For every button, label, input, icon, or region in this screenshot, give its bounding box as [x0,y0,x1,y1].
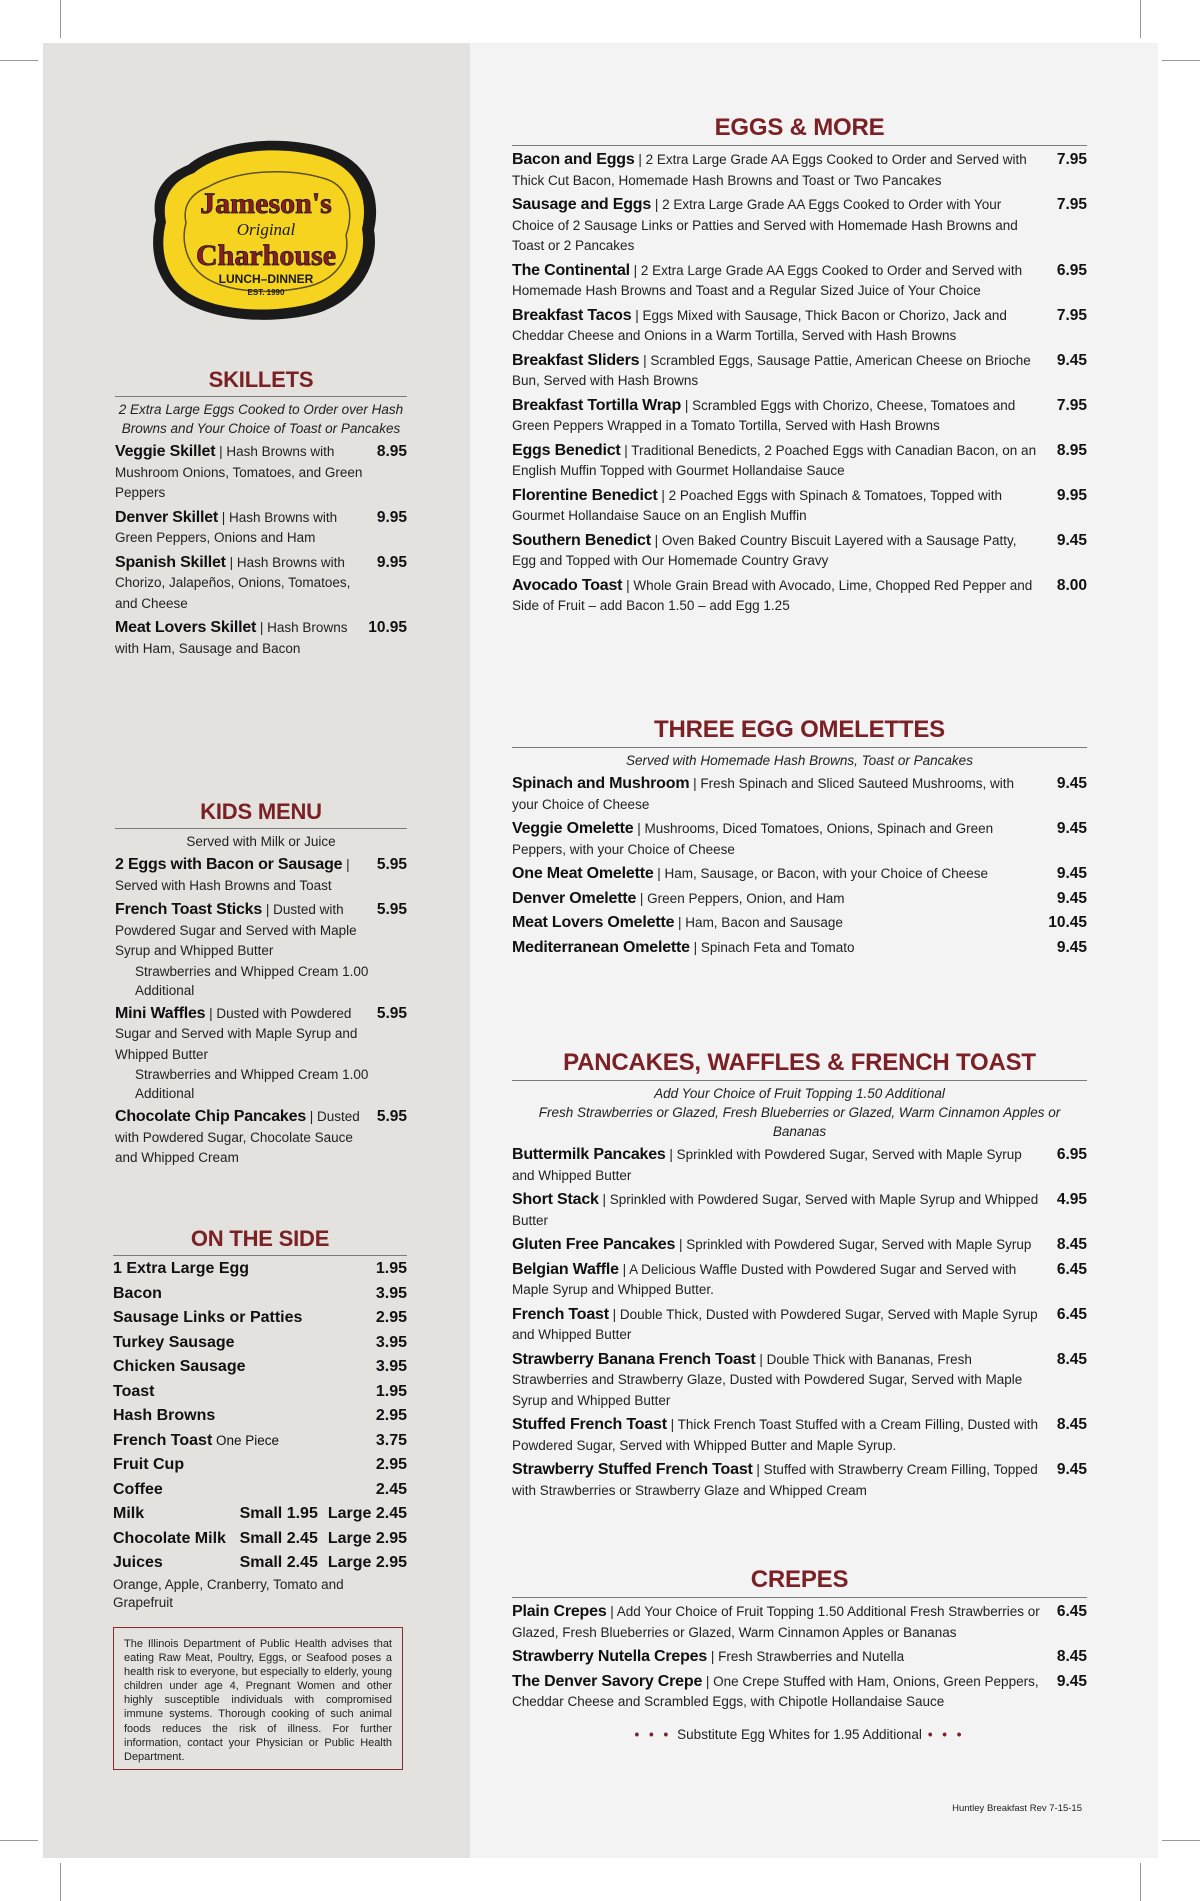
crop-mark [1140,1863,1141,1901]
menu-item [512,351,1087,392]
section-subtitle: Add Your Choice of Fruit Topping 1.50 Additional [654,1086,945,1101]
item-description: | Mushrooms, Diced Tomatoes, Onions, Spinach and Green Peppers, with your Choice of Cheese [512,821,994,857]
menu-item [512,1602,1087,1643]
item-description: | 2 Extra Large Grade AA Eggs Cooked to Order and Served with Thick Cut Bacon, Homemade Hash Browns and Toast or Two Pancakes [512,152,1027,188]
item-name: Veggie Omelette [512,820,634,837]
item-price: 10.45 [1048,914,1087,931]
egg-white-note [512,1727,1087,1742]
item-description: | Dusted with Powdered Sugar, Chocolate Sauce and Whipped Cream [115,1109,360,1165]
item-text [115,1004,367,1066]
item-description: | Fresh Strawberries and Nutella [707,1649,905,1664]
item-text [512,1260,1043,1301]
item-price: 6.95 [1056,261,1087,279]
item-price: 8.00 [1056,576,1087,594]
logo-tagline: LUNCH–DINNER [218,272,314,286]
menu-item [512,1260,1087,1301]
item-name: The Continental [512,261,630,279]
side-item-label [113,1282,162,1307]
item-text [512,819,1043,860]
item-text [512,396,1043,437]
item-text [115,855,367,896]
section-subtitle: Served with Milk or Juice [186,834,336,849]
side-item [113,1282,407,1307]
item-text [512,913,1043,934]
item-price: 5.95 [376,1108,407,1125]
item-price: 7.95 [1056,196,1087,213]
menu-item [512,1415,1087,1456]
side-item-price: 2.95 [375,1456,407,1473]
health-warning: The Illinois Department of Public Health advises that eating Raw Meat, Poultry, Eggs, or Seafood poses a health risk to everyone, but especially to elderly, young children under age 4, Pregnant Women and other highly susceptible individuals with compromised immune systems. Thorough cooking of such animal foods reduces the risk of illness. For further information, contact your Physician or Public Health Department. [113,1627,403,1770]
jamesons-logo [148,135,383,325]
menu-item [512,441,1087,482]
menu-item [115,1004,407,1066]
item-text [512,1602,1043,1643]
section-subtitle: 2 Extra Large Eggs Cooked to Order over Hash Browns and Your Choice of Toast or Pancakes [118,402,404,436]
item-description: | Sprinkled with Powdered Sugar, Served with Maple Syrup and Whipped Butter [512,1192,1039,1228]
side-item [113,1331,407,1356]
item-price: 8.45 [1056,1236,1087,1253]
menu-item [512,913,1087,934]
item-text [512,486,1043,527]
item-name: Breakfast Sliders [512,351,640,369]
item-name: Breakfast Tortilla Wrap [512,396,682,414]
kids-section [115,798,407,1169]
divider [113,1255,407,1256]
menu-item [512,1672,1087,1713]
item-text [115,618,367,659]
item-text [512,1350,1043,1412]
item-text [512,306,1043,347]
item-price: 9.45 [1056,775,1087,792]
side-section [113,1225,407,1612]
item-text [512,531,1043,572]
item-description: | Green Peppers, Onion, and Ham [636,890,845,906]
item-description: | One Crepe Stuffed with Ham, Onions, Green Peppers, Cheddar Cheese and Scrambled Eggs, with Chipotle Hollandaise Sauce [512,1673,1039,1709]
large-price: Large 2.95 [327,1554,407,1571]
pancakes-list [512,1145,1087,1501]
side-item-name: 1 Extra Large Egg [113,1260,250,1277]
side-item-name: Chocolate Milk [113,1529,226,1547]
crop-mark [0,60,38,61]
side-item-label [113,1355,246,1380]
side-item-sized [113,1527,407,1552]
item-name: French Toast [512,1305,609,1323]
side-item-name: Milk [113,1505,145,1522]
large-price: Large 2.95 [327,1529,407,1547]
side-item [113,1453,407,1478]
side-item [113,1380,407,1405]
item-price: 9.95 [1056,486,1087,504]
item-description: | Ham, Bacon and Sausage [674,915,843,930]
small-price: Small 2.45 [239,1529,318,1547]
item-text [512,441,1043,482]
menu-item [512,1460,1087,1501]
side-item-name: Juices [113,1554,163,1571]
item-name: Florentine Benedict [512,486,658,504]
item-price: 6.45 [1056,1305,1087,1323]
side-item-name: Chicken Sausage [113,1358,246,1375]
menu-item [512,396,1087,437]
item-price: 9.45 [1056,820,1087,837]
item-description: | Ham, Sausage, or Bacon, with your Choice of Cheese [653,866,988,881]
menu-item [115,508,407,549]
section-title: CREPES [750,1566,849,1593]
side-list [113,1257,407,1576]
side-item-sized [113,1502,407,1527]
section-title: EGGS & MORE [714,114,885,141]
logo-original: Original [236,220,296,239]
eggs-list [512,150,1087,617]
eggs-section [512,113,1087,617]
section-title: ON THE SIDE [190,1226,330,1251]
dots-left: • • • [634,1726,672,1742]
item-price: 5.95 [376,1004,407,1022]
item-name: Denver Omelette [512,889,637,907]
item-description: | Hash Browns with Chorizo, Jalapeños, Onions, Tomatoes, and Cheese [115,554,351,611]
item-price: 6.45 [1056,1260,1087,1278]
item-price: 6.45 [1056,1603,1087,1620]
item-description: | Add Your Choice of Fruit Topping 1.50 Additional Fresh Strawberries or Glazed, Fresh Blueberries or Glazed, Warm Cinnamon Apples or Bananas [512,1604,1040,1640]
item-text [512,1305,1043,1346]
side-item [113,1257,407,1282]
logo-name: Jameson's [200,187,332,220]
crop-mark [60,1863,61,1901]
item-description: | Hash Browns with Green Peppers, Onions and Ham [115,509,338,545]
small-price: Small 2.45 [239,1554,318,1571]
item-name: One Meat Omelette [512,865,654,882]
item-name: Breakfast Tacos [512,306,632,324]
divider [512,145,1087,146]
menu-item [512,889,1087,910]
item-description: | Stuffed with Strawberry Cream Filling, Topped with Strawberries or Strawberry Glaze and Whipped Cream [512,1462,1038,1498]
menu-item [512,1350,1087,1412]
item-name: Gluten Free Pancakes [512,1236,676,1253]
section-title: KIDS MENU [200,799,322,824]
dots-right: • • • [927,1726,965,1742]
side-item-label [113,1404,215,1429]
item-price: 9.95 [376,553,407,571]
large-price: Large 2.45 [327,1505,407,1522]
item-price: 8.95 [376,443,407,460]
omelettes-list [512,774,1087,958]
item-price: 5.95 [376,901,407,918]
item-text [512,1190,1043,1231]
side-item [113,1478,407,1503]
item-name: Sausage and Eggs [512,196,652,213]
item-text [512,774,1043,815]
egg-white-text: Substitute Egg Whites for 1.95 Additional [677,1726,922,1742]
item-price: 8.45 [1056,1350,1087,1368]
item-name: 2 Eggs with Bacon or Sausage [115,856,343,873]
item-description: | Whole Grain Bread with Avocado, Lime, Chopped Red Pepper and Side of Fruit – add Bacon 1.50 – add Egg 1.25 [512,577,1033,613]
item-name: Eggs Benedict [512,441,621,459]
side-item-label [113,1306,302,1331]
side-item [113,1306,407,1331]
side-item-price: 3.95 [375,1333,407,1351]
side-item-label [113,1380,154,1405]
menu-item [512,774,1087,815]
small-price: Small 1.95 [239,1505,318,1522]
item-description: | Hash Browns with Mushroom Onions, Tomatoes, and Green Peppers [115,444,363,500]
menu-item [512,819,1087,860]
crepes-list [512,1602,1087,1713]
item-name: The Denver Savory Crepe [512,1672,703,1690]
side-item-price: 3.95 [375,1358,407,1375]
side-item-label [113,1257,249,1282]
item-description: | Scrambled Eggs, Sausage Pattie, American Cheese on Brioche Bun, Served with Hash Browns [512,352,1031,388]
item-description: | 2 Extra Large Grade AA Eggs Cooked to Order with Your Choice of 2 Sausage Links or Patties and Served with Homemade Hash Browns and Toast or 2 Pancakes [512,197,1018,253]
side-item [113,1355,407,1380]
item-name: Veggie Skillet [115,443,216,460]
item-name: Plain Crepes [512,1603,607,1620]
side-item-price: 1.95 [375,1260,407,1277]
side-item-name: Bacon [113,1284,162,1302]
item-name: Mini Waffles [115,1004,206,1022]
item-price: 8.45 [1056,1648,1087,1665]
item-name: Stuffed French Toast [512,1416,667,1433]
menu-page [43,43,1158,1858]
item-price: 6.95 [1056,1146,1087,1163]
item-text [512,1647,1043,1668]
item-price: 5.95 [376,856,407,873]
juice-options: Orange, Apple, Cranberry, Tomato and Grapefruit [113,1576,344,1610]
item-text [512,1460,1043,1501]
side-item-name: Toast [113,1382,155,1400]
side-item-name: Coffee [113,1480,163,1498]
item-name: Denver Skillet [115,508,219,526]
item-description: | Double Thick with Bananas, Fresh Strawberries and Strawberry Glaze, Dusted with Powdered Sugar, Served with Maple Syrup and Whipped Butter [512,1351,1023,1408]
item-name: Strawberry Banana French Toast [512,1350,756,1368]
item-price: 7.95 [1056,151,1087,168]
item-price: 7.95 [1056,306,1087,324]
crop-mark [1162,1840,1200,1841]
item-name: Southern Benedict [512,531,651,549]
item-description: | Served with Hash Browns and Toast [115,857,350,893]
item-text [115,442,367,504]
item-name: Mediterranean Omelette [512,938,690,956]
item-description: | Spinach Feta and Tomato [689,939,855,955]
side-item-price: 2.45 [375,1480,407,1498]
size-prices [240,1527,407,1552]
revision-label: Huntley Breakfast Rev 7-15-15 [952,1803,1082,1814]
item-name: Spinach and Mushroom [512,775,690,792]
item-price: 10.95 [368,619,407,636]
item-description: | Traditional Benedicts, 2 Poached Eggs with Canadian Bacon, on an English Muffin Topped with Gourmet Hollandaise Sauce [512,442,1037,478]
side-item-price: 3.75 [375,1431,407,1449]
item-text [115,553,367,615]
menu-item [512,864,1087,885]
item-name: Meat Lovers Omelette [512,914,675,931]
side-item-extra: One Piece [212,1432,280,1448]
item-description: | Oven Baked Country Biscuit Layered with a Sausage Patty, Egg and Topped with Our Homemade Country Gravy [512,532,1017,568]
menu-item [512,938,1087,959]
menu-item [115,618,407,659]
item-name: Meat Lovers Skillet [115,619,257,636]
item-price: 9.95 [376,508,407,526]
item-name: Spanish Skillet [115,553,226,571]
menu-item [115,553,407,615]
item-price: 7.95 [1056,396,1087,414]
item-text [115,1107,367,1169]
item-description: | 2 Extra Large Grade AA Eggs Cooked to Order and Served with Homemade Hash Browns and Toast and a Regular Sized Juice of Your Choice [512,262,1023,298]
menu-item [512,150,1087,191]
item-description: | Dusted with Powdered Sugar and Served with Maple Syrup and Whipped Butter [115,902,357,958]
item-name: Belgian Waffle [512,1260,619,1278]
skillets-section [115,366,407,659]
item-add-on: Strawberries and Whipped Cream 1.00 Additional [135,963,369,998]
side-item-label [113,1453,184,1478]
side-item [113,1404,407,1429]
kids-list [115,855,407,1169]
side-item-label [113,1331,235,1356]
section-subtitle-2: Fresh Strawberries or Glazed, Fresh Blueberries or Glazed, Warm Cinnamon Apples or Bananas [538,1105,1061,1139]
item-name: Strawberry Stuffed French Toast [512,1461,753,1478]
item-price: 9.45 [1056,1461,1087,1478]
item-description: | 2 Poached Eggs with Spinach & Tomatoes, Topped with Gourmet Hollandaise Sauce on an English Muffin [512,487,1003,523]
pancakes-section [512,1048,1087,1501]
menu-item [512,195,1087,257]
side-item-price: 2.95 [375,1309,407,1326]
item-price: 8.45 [1056,1416,1087,1433]
item-description: | Double Thick, Dusted with Powdered Sugar, Served with Maple Syrup and Whipped Butter [512,1306,1038,1342]
item-text [512,1415,1043,1456]
menu-item [512,306,1087,347]
crepes-section [512,1565,1087,1742]
item-description: | Scrambled Eggs with Chorizo, Cheese, Tomatoes and Green Peppers Wrapped in a Tomato Tortilla, Served with Hash Browns [512,397,1016,433]
side-item-name: Fruit Cup [113,1456,185,1473]
item-add-on: Strawberries and Whipped Cream 1.00 Additional [135,1067,369,1101]
item-text [512,1145,1043,1186]
divider [115,396,407,397]
side-item [113,1429,407,1454]
menu-item [115,855,407,896]
menu-item [512,1647,1087,1668]
side-item-price: 1.95 [375,1382,407,1400]
divider [512,747,1087,748]
item-text [512,938,1043,959]
size-prices [240,1502,407,1527]
divider [512,1597,1087,1598]
item-price: 9.45 [1056,351,1087,369]
menu-item [512,486,1087,527]
item-text [512,1672,1043,1713]
side-item-price: 2.95 [375,1407,407,1424]
menu-item [512,1190,1087,1231]
item-price: 8.95 [1056,441,1087,459]
size-prices [240,1551,407,1576]
item-description: | Eggs Mixed with Sausage, Thick Bacon or Chorizo, Jack and Cheddar Cheese and Onions in a Warm Tortilla, Served with Hash Browns [512,307,1007,343]
item-name: Buttermilk Pancakes [512,1146,666,1163]
menu-item [512,1305,1087,1346]
crop-mark [1140,0,1141,38]
side-item-label [113,1429,279,1454]
item-price: 9.45 [1056,531,1087,549]
item-price: 9.45 [1056,938,1087,956]
divider [512,1080,1087,1081]
crop-mark [1162,60,1200,61]
crop-mark [0,1840,38,1841]
item-description: | Sprinkled with Powdered Sugar, Served with Maple Syrup [675,1237,1032,1252]
side-item-name: Turkey Sausage [113,1333,235,1351]
item-description: | Sprinkled with Powdered Sugar, Served with Maple Syrup and Whipped Butter [512,1147,1022,1183]
item-text [512,195,1043,257]
item-description: | Thick French Toast Stuffed with a Cream Filling, Dusted with Powdered Sugar, Served with Whipped Butter and Maple Syrup. [512,1417,1038,1453]
item-price: 9.45 [1056,1672,1087,1690]
section-subtitle: Served with Homemade Hash Browns, Toast or Pancakes [626,753,973,768]
side-item-label [113,1478,163,1503]
left-panel [43,43,470,1858]
item-text [512,261,1043,302]
section-title: PANCAKES, WAFFLES & FRENCH TOAST [563,1049,1036,1076]
item-text [512,1235,1043,1256]
side-item-price: 3.95 [375,1284,407,1302]
crop-mark [60,0,61,38]
menu-item [512,576,1087,617]
item-text [512,576,1043,617]
item-description: | Hash Browns with Ham, Sausage and Bacon [115,620,348,656]
item-text [512,351,1043,392]
skillets-list [115,442,407,659]
logo-charhouse: Charhouse [195,239,337,272]
item-name: French Toast Sticks [115,901,263,918]
side-item-sized [113,1551,407,1576]
menu-item [512,261,1087,302]
menu-item [512,1145,1087,1186]
menu-item [115,442,407,504]
item-name: Avocado Toast [512,576,623,594]
item-description: | A Delicious Waffle Dusted with Powdered Sugar and Served with Maple Syrup and Whipped Butter. [512,1261,1017,1297]
item-text [115,900,367,962]
section-title: SKILLETS [208,367,314,392]
menu-item [512,531,1087,572]
side-item-name: Sausage Links or Patties [113,1309,303,1326]
item-description: | Dusted with Powdered Sugar and Served with Maple Syrup and Whipped Butter [115,1005,358,1062]
item-name: Short Stack [512,1191,599,1208]
divider [115,828,407,829]
section-title: THREE EGG OMELETTES [654,716,945,743]
item-name: Strawberry Nutella Crepes [512,1648,708,1665]
item-description: | Fresh Spinach and Sliced Sauteed Mushrooms, with your Choice of Cheese [512,776,1015,812]
item-price: 4.95 [1056,1191,1087,1208]
item-name: Bacon and Eggs [512,151,635,168]
item-price: 9.45 [1056,865,1087,882]
side-item-name: Hash Browns [113,1407,216,1424]
item-text [115,508,367,549]
logo-est: EST. 1990 [247,288,285,297]
item-text [512,150,1043,191]
menu-item [512,1235,1087,1256]
menu-item [115,1107,407,1169]
menu-item [115,900,407,962]
omelettes-section [512,715,1087,958]
item-text [512,864,1043,885]
item-price: 9.45 [1056,889,1087,907]
side-item-name: French Toast [113,1431,213,1449]
item-name: Chocolate Chip Pancakes [115,1108,307,1125]
item-text [512,889,1043,910]
